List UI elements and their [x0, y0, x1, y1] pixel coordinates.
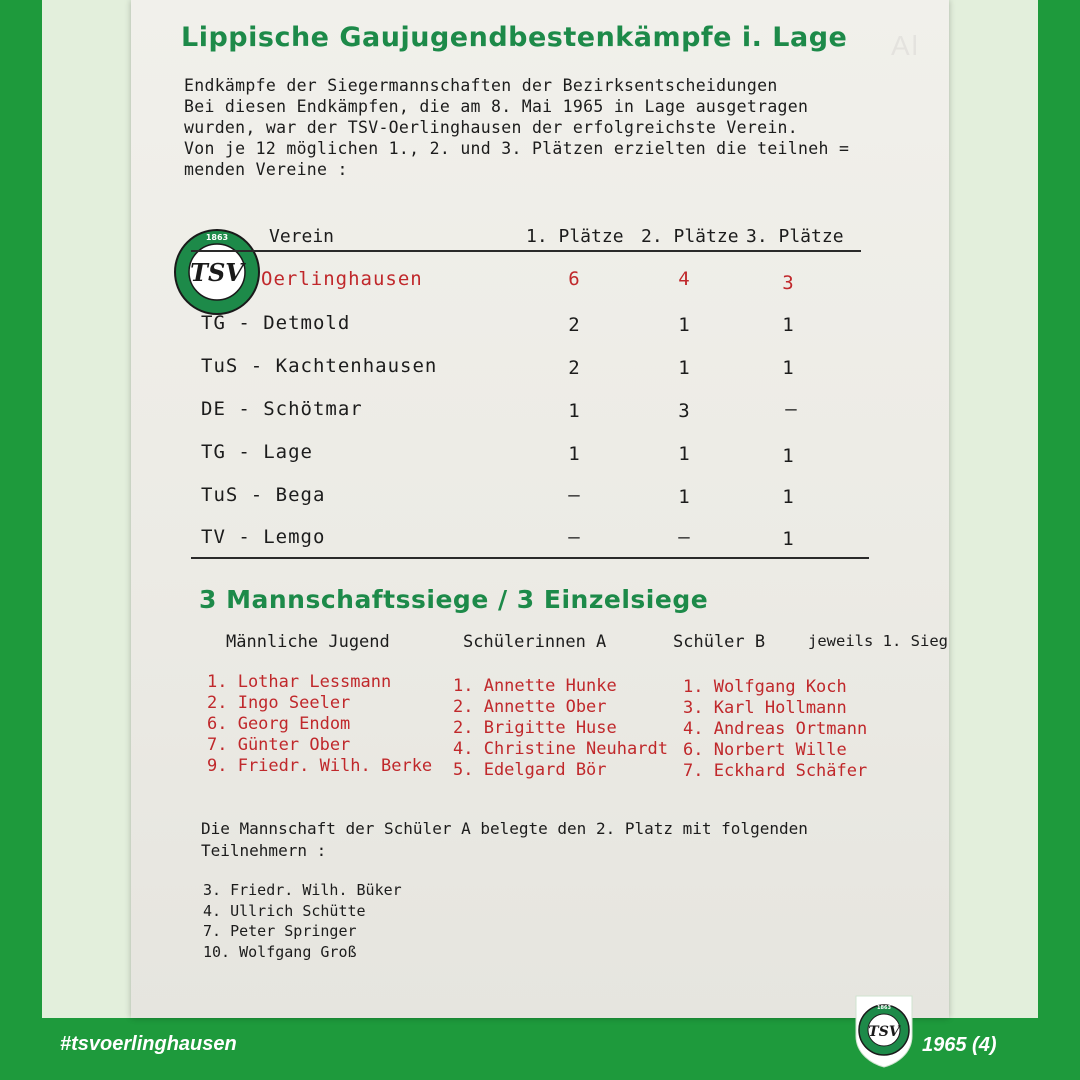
footer-logo-year: 1863 [877, 1005, 891, 1011]
table-row-name: TG - Detmold [201, 312, 351, 334]
winner-list-maennliche-jugend [207, 672, 432, 777]
col-header-second: 2. Plätze [641, 226, 739, 247]
list-item: 2. Annette Ober [453, 697, 607, 717]
list-item: 1. Annette Hunke [453, 676, 617, 696]
winner-list-schuelerinnen-a [453, 676, 668, 781]
list-item: 6. Norbert Wille [683, 740, 847, 760]
list-item: 10. Wolfgang Groß [203, 942, 357, 961]
table-cell-third: – [785, 398, 797, 420]
list-item: 7. Peter Springer [203, 922, 357, 940]
page-title: Lippische Gaujugendbestenkämpfe i. Lage [181, 22, 848, 53]
list-item: 4. Christine Neuhardt [453, 739, 668, 759]
team-text-line: Die Mannschaft der Schüler A belegte den 2. Platz mit folgenden [201, 819, 808, 838]
table-row-name: Oerlinghausen [261, 268, 423, 290]
list-item: 1. Wolfgang Koch [683, 677, 847, 697]
table-cell-first: – [568, 484, 580, 506]
table-cell-second: 1 [678, 357, 690, 379]
logo-letters: TSV [190, 258, 244, 287]
wins-note: jeweils 1. Sieg [808, 632, 948, 650]
intro-line: Bei diesen Endkämpfen, die am 8. Mai 1965 in Lage ausgetragen [184, 97, 809, 116]
list-item: 3. Friedr. Wilh. Büker [203, 881, 402, 899]
club-logo-icon [173, 228, 261, 316]
table-row-name: TuS - Kachtenhausen [201, 355, 438, 377]
col-header-verein: Verein [269, 226, 335, 247]
col-header-schuelerinnen-a: Schülerinnen A [463, 632, 607, 652]
table-cell-first: 2 [568, 314, 580, 336]
list-item: 2. Ingo Seeler [207, 693, 351, 713]
list-item: 4. Andreas Ortmann [683, 719, 868, 739]
list-item: 6. Georg Endom [207, 714, 351, 734]
table-cell-second: 3 [678, 400, 690, 422]
col-header-schueler-b: Schüler B [673, 632, 766, 652]
table-row-name: DE - Schötmar [201, 398, 363, 420]
list-item: 2. Brigitte Huse [453, 718, 617, 738]
team-text [201, 818, 921, 862]
table-cell-second: – [678, 526, 690, 548]
list-item: 7. Eckhard Schäfer [683, 761, 868, 781]
table-row-name: TV - Lemgo [201, 526, 326, 548]
bleed-through-decor: Al [891, 30, 920, 61]
list-item: 1. Lothar Lessmann [207, 672, 392, 692]
table-cell-first: 1 [568, 400, 580, 422]
winner-list-schueler-b [683, 677, 867, 782]
table-row-name: TG - Lage [201, 441, 313, 463]
footer-club-logo-icon [850, 992, 918, 1068]
table-cell-third: 1 [782, 528, 794, 550]
table-cell-third: 1 [782, 486, 794, 508]
table-cell-third: 1 [782, 314, 794, 336]
logo-year: 1863 [205, 233, 229, 242]
year-label: 1965 (4) [922, 1034, 997, 1056]
col-header-first: 1. Plätze [526, 226, 624, 247]
col-header-third: 3. Plätze [746, 226, 844, 247]
footer-logo-letters: TSV [868, 1024, 900, 1040]
document-page [131, 0, 949, 1018]
table-cell-third: 1 [782, 445, 794, 467]
intro-line: menden Vereine : [184, 160, 348, 179]
table-footer-rule [191, 557, 869, 559]
table-cell-second: 1 [678, 314, 690, 336]
table-cell-third: 1 [782, 357, 794, 379]
wins-subtitle: 3 Mannschaftssiege / 3 Einzelsiege [199, 585, 709, 614]
intro-text [184, 75, 884, 180]
table-cell-first: 2 [568, 357, 580, 379]
list-item: 5. Edelgard Bör [453, 760, 607, 780]
list-item: 7. Günter Ober [207, 735, 351, 755]
table-cell-second: 4 [678, 268, 690, 290]
table-header-rule [191, 250, 861, 252]
hashtag-label: #tsvoerlinghausen [60, 1033, 237, 1055]
col-header-maennliche-jugend: Männliche Jugend [226, 632, 390, 652]
table-row-name: TuS - Bega [201, 484, 326, 506]
table-cell-first: 6 [568, 268, 580, 290]
table-cell-second: 1 [678, 486, 690, 508]
list-item: 3. Karl Hollmann [683, 698, 847, 718]
list-item: 4. Ullrich Schütte [203, 901, 366, 920]
table-cell-second: 1 [678, 443, 690, 465]
intro-line: Endkämpfe der Siegermannschaften der Bezirksentscheidungen [184, 76, 778, 95]
intro-line: wurden, war der TSV-Oerlinghausen der erfolgreichste Verein. [184, 118, 799, 137]
table-cell-third: 3 [782, 272, 794, 294]
table-cell-first: 1 [568, 443, 580, 465]
intro-line: Von je 12 möglichen 1., 2. und 3. Plätzen erzielten die teilneh = [184, 139, 850, 158]
team-member-list [203, 880, 402, 962]
table-cell-first: – [568, 526, 580, 548]
team-text-line: Teilnehmern : [201, 841, 327, 860]
list-item: 9. Friedr. Wilh. Berke [207, 756, 433, 776]
